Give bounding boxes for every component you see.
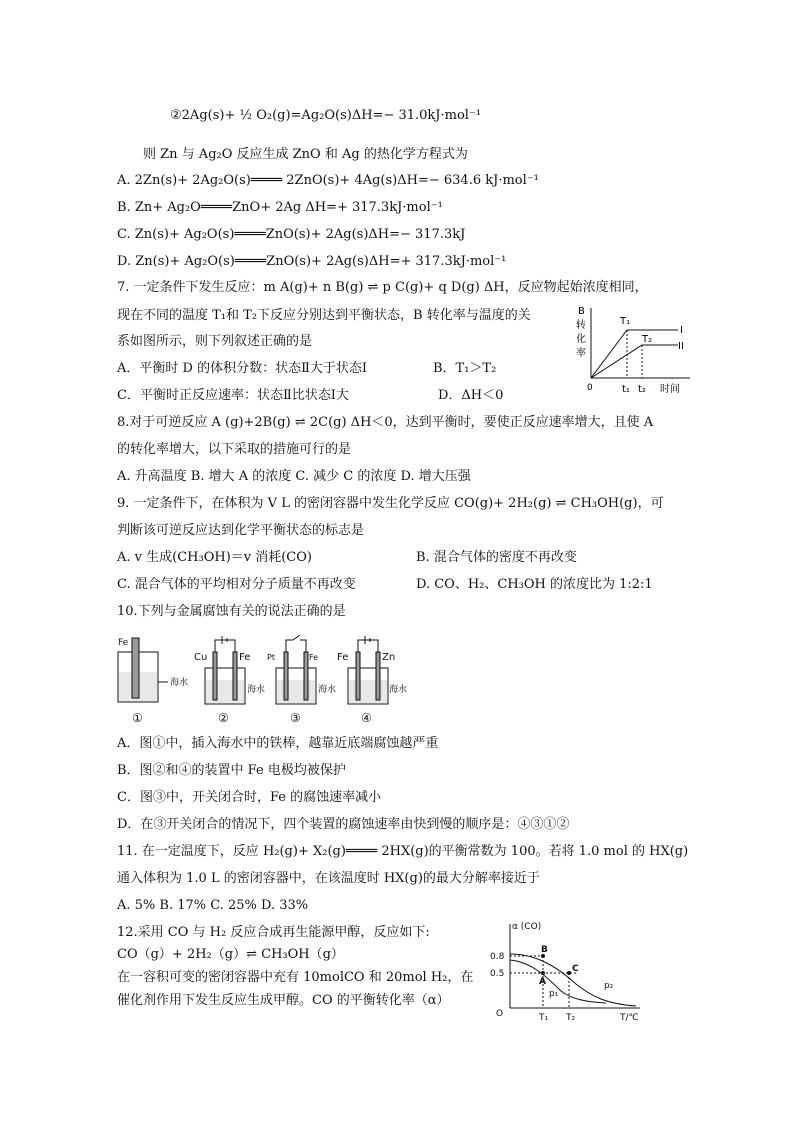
fig10-water-3: 海水	[318, 685, 337, 695]
option-d: D. Zn(s)+ Ag₂O(s)════ZnO(s)+ 2Ag(s)ΔH=+ 317.3kJ·mol⁻¹	[117, 254, 507, 269]
fig12-y-0.8: 0.8	[490, 952, 505, 962]
figure-q10-corrosion-devices	[110, 630, 420, 728]
fig7-x-t2: t₂	[638, 384, 646, 395]
fig12-point-c: C	[572, 964, 579, 974]
q9-option-d: D. CO、H₂、CH₃OH 的浓度比为 1:2:1	[416, 577, 653, 592]
fig7-ylabel-1: B	[578, 306, 585, 317]
q10-stem: 10.下列与金属腐蚀有关的说法正确的是	[117, 604, 346, 619]
fig10-num-2: ②	[218, 711, 229, 725]
option-c: C. Zn(s)+ Ag₂O(s)════ZnO(s)+ 2Ag(s)ΔH=− 317.3kJ	[117, 227, 466, 242]
fig7-x-t1: t₁	[622, 384, 630, 395]
q10-option-b: B．图②和④的装置中 Fe 电极均被保护	[117, 763, 346, 778]
fig10-label-fe-4: Fe	[337, 652, 349, 663]
fig10-label-fe-2: Fe	[239, 652, 251, 663]
fig12-t2: T₂	[566, 1013, 576, 1022]
fig10-label-fe-3: Fe	[309, 653, 319, 662]
fig10-num-3: ③	[290, 711, 301, 725]
fig12-origin: O	[496, 1009, 504, 1019]
fig7-curve-2: II	[678, 341, 684, 352]
fig7-ylabel-2: 转	[576, 320, 586, 331]
q11-options: A. 5% B. 17% C. 25% D. 33%	[117, 898, 309, 913]
q7-line1: 7. 一定条件下发生反应：m A(g)+ n B(g) ⇌ p C(g)+ q D(g) ΔH，反应物起始浓度相同，	[117, 280, 648, 295]
fig7-ylabel-4: 率	[576, 348, 586, 359]
q8-line2: 的转化率增大，以下采取的措施可行的是	[117, 442, 352, 457]
q12-line1: 12.采用 CO 与 H₂ 反应合成再生能源甲醇，反应如下:	[117, 925, 430, 940]
fig10-label-pt: Pt	[267, 653, 275, 662]
figure-q12-co-conversion-graph	[486, 916, 646, 1022]
q7-option-a: A．平衡时 D 的体积分数：状态Ⅱ大于状态Ⅰ	[117, 361, 368, 376]
q12-line4: 催化剂作用下发生反应生成甲醇。CO 的平衡转化率（α）	[117, 993, 450, 1008]
fig7-ylabel-3: 化	[576, 334, 586, 345]
eq-2: ②2Ag(s)+ ½ O₂(g)=Ag₂O(s)ΔH=− 31.0kJ·mol⁻¹	[170, 108, 482, 123]
q9-line1: 9. 一定条件下，在体积为 V L 的密闭容器中发生化学反应 CO(g)+ 2H₂(g) ⇌ CH₃OH(g)，可	[117, 496, 664, 511]
q10-option-a: A．图①中，插入海水中的铁棒，越靠近底端腐蚀越严重	[117, 736, 439, 751]
fig12-p1: p₁	[549, 989, 559, 999]
fig10-num-1: ①	[132, 711, 143, 725]
q7-line2: 现在不同的温度 T₁和 T₂下反应分别达到平衡状态，B 转化率与温度的关	[117, 308, 531, 323]
fig10-water-1: 海水	[170, 678, 189, 688]
q7-option-b: B．T₁＞T₂	[433, 361, 497, 376]
fig10-label-fe-1: Fe	[118, 638, 129, 648]
q9-option-b: B. 混合气体的密度不再改变	[416, 550, 577, 565]
fig7-curve-1: I	[680, 325, 683, 336]
fig10-num-4: ④	[361, 711, 372, 725]
q10-option-d: D．在③开关闭合的情况下，四个装置的腐蚀速率由快到慢的顺序是：④③①②	[117, 817, 570, 832]
fig7-origin: 0	[587, 383, 593, 393]
q8-line1: 8.对于可逆反应 A (g)+2B(g) ⇌ 2C(g) ΔH＜0，达到平衡时，要使正反应速率增大，且使 A	[117, 415, 654, 430]
q11-line2: 通入体积为 1.0 L 的密闭容器中，在该温度时 HX(g)的最大分解率接近于	[117, 871, 540, 886]
fig12-ylabel: α (CO)	[512, 922, 542, 932]
fig12-t1: T₁	[539, 1013, 549, 1022]
option-a: A. 2Zn(s)+ 2Ag₂O(s)════ 2ZnO(s)+ 4Ag(s)ΔH=− 634.6 kJ·mol⁻¹	[117, 173, 539, 188]
q7-option-c: C．平衡时正反应速率：状态Ⅱ比状态Ⅰ大	[117, 388, 349, 403]
fig12-p2: p₂	[604, 981, 614, 991]
q12-line3: 在一容积可变的密闭容器中充有 10molCO 和 20mol H₂，在	[117, 970, 474, 985]
fig12-point-b: B	[541, 945, 548, 955]
fig7-t2: T₂	[642, 334, 653, 345]
option-b: B. Zn+ Ag₂O════ZnO+ 2Ag ΔH=+ 317.3kJ·mol⁻¹	[117, 200, 443, 215]
fig12-xlabel: T/℃	[620, 1013, 639, 1022]
fig10-water-2: 海水	[247, 685, 266, 695]
q12-equation: CO（g）+ 2H₂（g）⇌ CH₃OH（g）	[117, 947, 344, 962]
fig12-point-a: A	[539, 977, 546, 987]
q8-options: A. 升高温度 B. 增大 A 的浓度 C. 减少 C 的浓度 D. 增大压强	[117, 469, 471, 484]
fig10-label-cu: Cu	[194, 652, 208, 663]
fig7-xlabel: 时间	[660, 384, 680, 395]
q9-option-c: C. 混合气体的平均相对分子质量不再改变	[117, 577, 356, 592]
fig10-label-zn: Zn	[382, 652, 396, 663]
q11-line1: 11. 在一定温度下，反应 H₂(g)+ X₂(g)════ 2HX(g)的平衡常数为 100。若将 1.0 mol 的 HX(g)	[117, 844, 689, 859]
fig7-t1: T₁	[620, 316, 631, 327]
q9-option-a: A. v 生成(CH₃OH)＝v 消耗(CO)	[117, 550, 312, 565]
fig12-y-0.5: 0.5	[490, 969, 505, 979]
figure-q7-conversion-graph	[572, 300, 692, 400]
q10-option-c: C．图③中，开关闭合时，Fe 的腐蚀速率减小	[117, 790, 382, 805]
fig10-water-4: 海水	[389, 685, 408, 695]
q9-line2: 判断该可逆反应达到化学平衡状态的标志是	[117, 523, 365, 538]
q7-option-d: D．ΔH＜0	[438, 388, 504, 403]
question-stem: 则 Zn 与 Ag₂O 反应生成 ZnO 和 Ag 的热化学方程式为	[143, 147, 468, 162]
q7-line3: 系如图所示，则下列叙述正确的是	[117, 334, 313, 349]
